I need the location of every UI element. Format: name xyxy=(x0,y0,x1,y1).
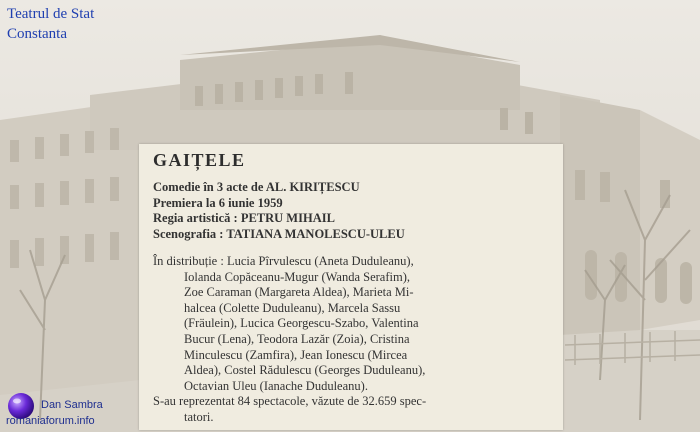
cast-line: Iolanda Copăceanu-Mugur (Wanda Serafim), xyxy=(184,269,410,284)
watermark-site[interactable]: romaniaforum.info xyxy=(6,415,95,427)
cast-line: Aldea), Costel Rădulescu (Georges Duduleanu), xyxy=(184,363,426,378)
play-details xyxy=(153,180,405,242)
caption-line-1: Teatrul de Stat xyxy=(7,6,95,22)
caption-line-2: Constanta xyxy=(7,26,67,42)
detail-author: Comedie în 3 acte de AL. KIRIȚESCU xyxy=(153,180,360,194)
cast-line: Octavian Uleu (Ianache Duduleanu). xyxy=(184,378,368,393)
watermark xyxy=(0,388,130,432)
cast-line: Minculescu (Zamfira), Jean Ionescu (Mircea xyxy=(184,347,408,362)
detail-premiere: Premiera la 6 iunie 1959 xyxy=(153,195,283,210)
detail-director: Regia artistică : PETRU MIHAIL xyxy=(153,211,335,225)
watermark-author: Dan Sambra xyxy=(41,399,103,411)
detail-scenography: Scenografia : TATIANA MANOLESCU-ULEU xyxy=(153,226,405,241)
cast-line: (Fräulein), Lucica Georgescu-Szabo, Valentina xyxy=(184,316,419,331)
program-card xyxy=(139,144,563,430)
photo-caption xyxy=(7,4,94,44)
play-title: GAIȚELE xyxy=(153,150,246,170)
cast-line: Zoe Caraman (Margareta Aldea), Marieta Mi- xyxy=(184,285,414,300)
cast-line: Bucur (Lena), Teodora Lazăr (Zoia), Cristina xyxy=(184,331,410,346)
cast-line: În distribuție : Lucia Pîrvulescu (Aneta Duduleanu), xyxy=(153,254,414,268)
cast-list xyxy=(153,254,553,426)
footer-line: S-au reprezentat 84 spectacole, văzute de 32.659 spec- xyxy=(153,394,427,409)
cast-line: halcea (Colette Duduleanu), Marcela Sassu xyxy=(184,300,401,315)
footer-line: tatori. xyxy=(184,409,214,424)
